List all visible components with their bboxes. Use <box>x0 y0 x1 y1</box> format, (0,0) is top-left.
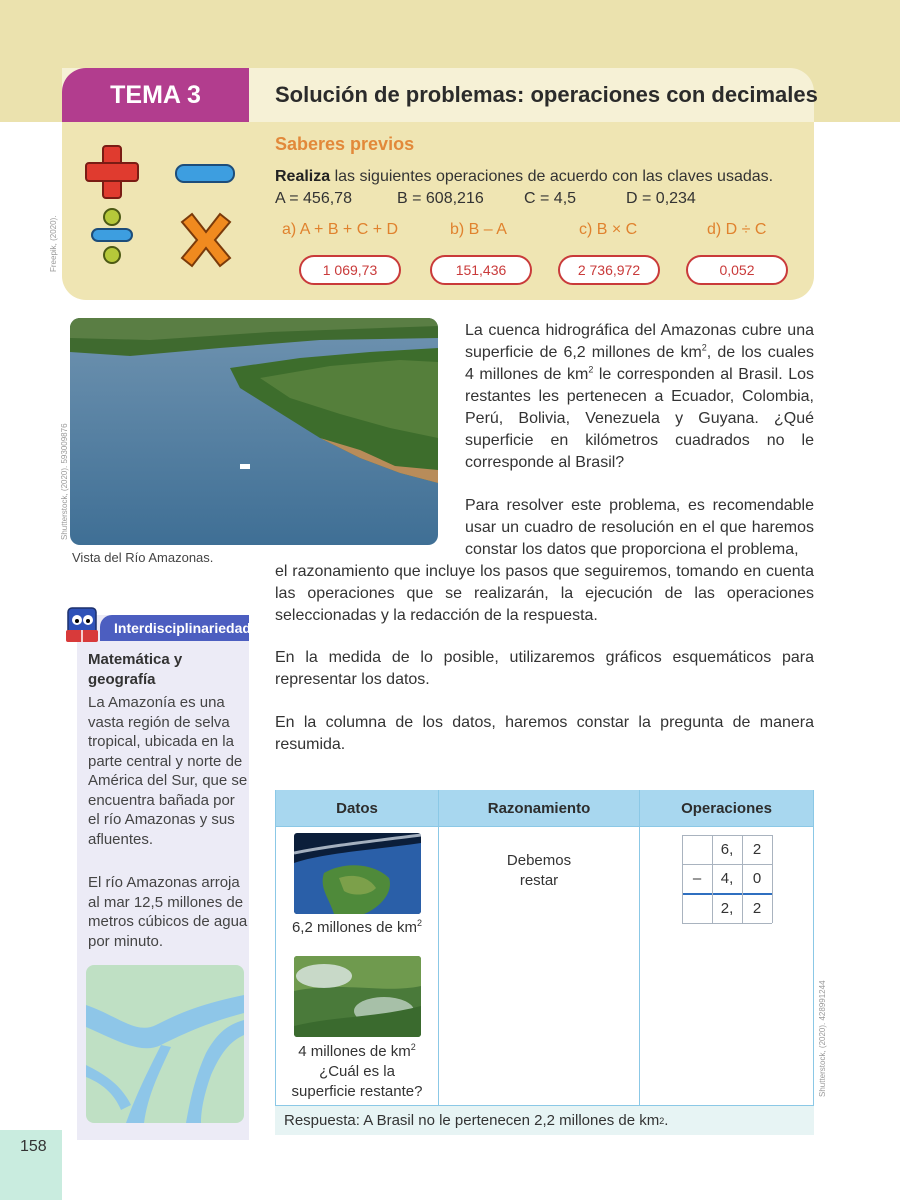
interdisciplinary-text-2: El río Amazonas arroja al mar 12,5 millones de metros cúbicos de agua por minuto. <box>88 874 248 950</box>
dato-2-text: 4 millones de $km^2$ <box>298 1042 416 1060</box>
dato-1-text: 6,2 millones de $km^2$ <box>291 918 423 936</box>
saberes-instruction: Realiza las siguientes operaciones de acuerdo con las claves usadas. <box>275 168 774 185</box>
answer-b: 151,436 <box>430 255 532 285</box>
book-mascot-icon <box>62 600 106 646</box>
amazon-satellite-image <box>294 956 421 1037</box>
calc-r2-c3: 0 <box>752 870 762 887</box>
interdisciplinary-text-1: La Amazonía es una vasta región de selva tropical, ubicada en la parte central y norte de América del Sur, que se encuentra bañada por el río Amazonas y sus afluentes. <box>88 694 248 848</box>
header-razonamiento: Razonamiento <box>439 790 639 826</box>
credit-freepik: Freepik, (2020). <box>49 215 58 272</box>
paragraph-4: En la columna de los datos, haremos constar la pregunta de manera resumida. <box>275 714 814 753</box>
calc-r3-c2: 2, <box>720 900 734 917</box>
reasoning-text: Debemos restar <box>506 852 572 889</box>
operation-a: a) A + B + C + D <box>282 221 399 238</box>
plus-icon <box>86 146 138 198</box>
operation-c: c) B × C <box>579 221 638 238</box>
page-number: 158 <box>20 1138 47 1155</box>
amazon-river-photo <box>70 318 438 545</box>
times-icon <box>182 214 230 266</box>
interdisciplinary-title: Matemática y geografía <box>88 651 183 688</box>
tema-badge: TEMA 3 <box>62 68 249 122</box>
paragraph-3: En la medida de lo posible, utilizaremos gráficos esquemáticos para representar los datos. <box>275 649 814 688</box>
math-operators-icon <box>84 140 244 280</box>
operation-b: b) B – A <box>450 221 507 238</box>
table-divider-1 <box>438 790 439 1105</box>
subtraction-operation <box>682 835 772 923</box>
calc-r1-c2: 6, <box>720 841 734 858</box>
calc-r3-c3: 2 <box>752 900 762 917</box>
page-title: Solución de problemas: operaciones con decimales <box>275 82 818 107</box>
dato-2-question: ¿Cuál es la superficie restante? <box>291 1063 423 1100</box>
answer-d: 0,052 <box>686 255 788 285</box>
photo-caption: Vista del Río Amazonas. <box>72 550 214 565</box>
calc-r3-c1 <box>682 894 712 923</box>
answer-a: 1 069,73 <box>299 255 401 285</box>
answer-c: 2 736,972 <box>558 255 660 285</box>
paragraph-1: La cuenca hidrográfica del Amazonas cubre una superficie de 6,2 millones de $km^2$, de los cuales 4 millones de $km^2$ le corresponden al Brasil. Los restantes les pertenecen a Ecuador, Colombia, Perú, Bolivia, Venezuela y Guyana. ¿Qué superficie en kilómetros cuadrados no le corresponde al Brasil? <box>465 322 815 471</box>
calc-r2-c2: 4, <box>720 870 734 887</box>
header-datos: Datos <box>276 790 438 826</box>
value-c: C = 4,5 <box>524 190 577 207</box>
interdisciplinary-header: Interdisciplinariedad <box>100 615 249 641</box>
calc-r1-c3: 2 <box>752 841 762 858</box>
divide-icon <box>92 209 132 263</box>
calc-r2-c1: – <box>692 870 702 887</box>
answer-row: Respuesta: A Brasil no le pertenecen 2,2 millones de km 2 . <box>275 1105 814 1135</box>
calc-r1-c1 <box>682 835 712 864</box>
saberes-title: Saberes previos <box>275 134 415 154</box>
table-header-line <box>275 826 814 827</box>
credit-table-images: Shutterstock, (2020). 428991244 <box>818 980 827 1097</box>
table-divider-2 <box>639 790 640 1105</box>
paragraph-2-bottom: el razonamiento que incluye los pasos que seguiremos, tomando en cuenta las operaciones que se realizarán, la ejecución de las operaciones seleccionadas y la redacción de la respuesta. <box>275 563 814 624</box>
paragraph-2-top: Para resolver este problema, es recomendable usar un cuadro de resolución en el que haremos constar los datos que proporciona el problema, <box>465 497 814 558</box>
saberes-values <box>275 190 696 208</box>
value-a: A = 456,78 <box>275 190 352 207</box>
value-d: D = 0,234 <box>626 190 696 207</box>
operation-d: d) D ÷ C <box>707 221 767 238</box>
amazon-map-image <box>86 965 244 1123</box>
header-operaciones: Operaciones <box>640 790 813 826</box>
credit-photo: Shutterstock, (2020). 593009876 <box>60 423 69 540</box>
value-b: B = 608,216 <box>397 190 484 207</box>
minus-icon <box>176 165 234 182</box>
south-america-satellite-image <box>294 833 421 914</box>
